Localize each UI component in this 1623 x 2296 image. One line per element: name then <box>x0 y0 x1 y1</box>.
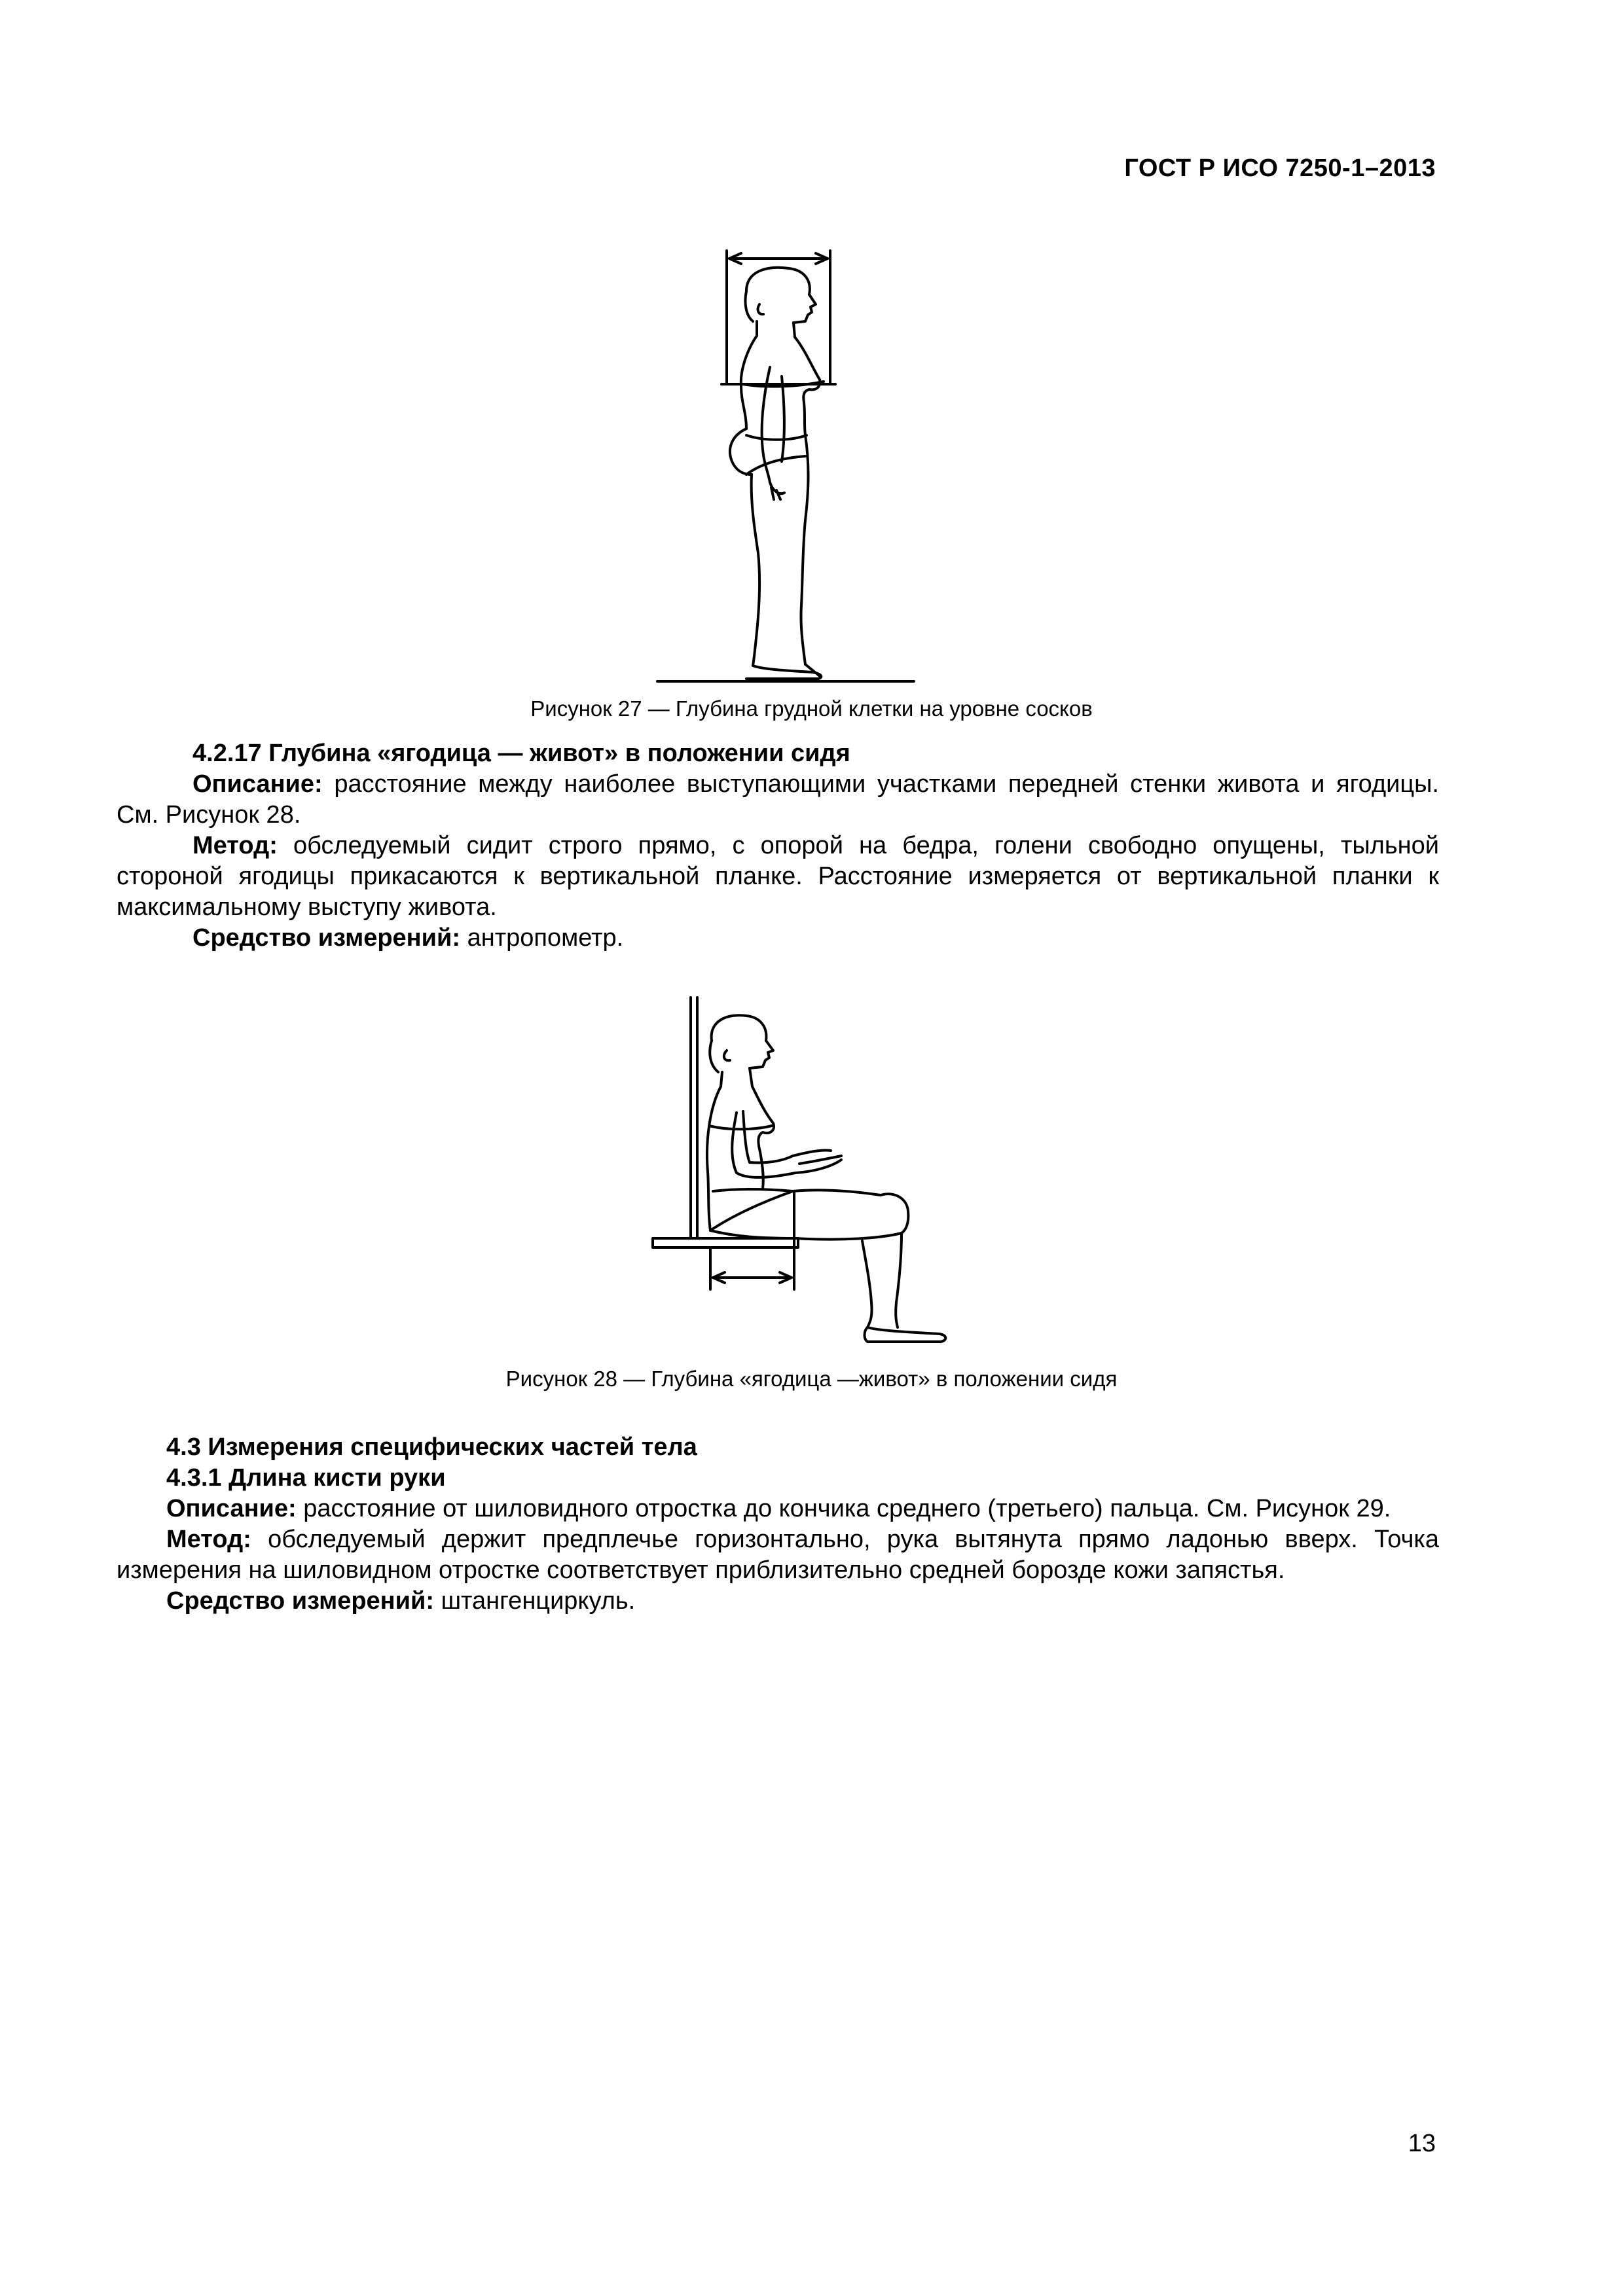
tool-text: штангенциркуль. <box>434 1587 636 1615</box>
method-text: обследуемый сидит строго прямо, с опорой на бедра, голени свободно опущены, тыльной стороной ягодицы прикасаются к вертикальной планке. Расстояние измеряется от вертикальной планки к максимальному выступу живота. <box>117 832 1439 921</box>
method-label: Метод: <box>192 832 278 859</box>
method-paragraph <box>117 1524 1439 1586</box>
section-4-3 <box>117 1432 1439 1617</box>
description-paragraph <box>117 1494 1439 1524</box>
standing-figure-drawing <box>648 239 923 684</box>
description-paragraph <box>117 769 1439 831</box>
section-4-2-17 <box>117 738 1439 954</box>
figure-27-illustration <box>648 239 923 684</box>
figure-28-caption: Рисунок 28 — Глубина «ягодица —живот» в положении сидя <box>505 1367 1118 1391</box>
tool-paragraph <box>117 1586 1439 1617</box>
document-header: ГОСТ Р ИСО 7250-1–2013 <box>1124 154 1436 182</box>
seat-plank <box>653 1238 798 1247</box>
description-label: Описание: <box>192 770 323 798</box>
section-heading: 4.2.17 Глубина «ягодица — живот» в положении сидя <box>192 740 850 767</box>
tool-label: Средство измерений: <box>166 1587 435 1615</box>
figure-28-illustration <box>645 995 985 1348</box>
seated-figure-drawing <box>645 995 985 1348</box>
page-number: 13 <box>1408 2130 1436 2157</box>
tool-label: Средство измерений: <box>192 924 461 952</box>
subsection-heading: 4.3.1 Длина кисти руки <box>166 1464 446 1492</box>
section-heading: 4.3 Измерения специфических частей тела <box>166 1433 697 1461</box>
description-label: Описание: <box>166 1495 297 1522</box>
tool-text: антропометр. <box>460 924 624 952</box>
figure-27-caption: Рисунок 27 — Глубина грудной клетки на уровне сосков <box>530 696 1093 721</box>
method-text: обследуемый держит предплечье горизонтально, рука вытянута прямо ладонью вверх. Точка измерения на шиловидном отростке соответствует приблизительно средней борозде кожи запястья. <box>117 1526 1439 1584</box>
method-label: Метод: <box>166 1526 251 1553</box>
tool-paragraph <box>117 923 1439 954</box>
description-text: расстояние от шиловидного отростка до кончика среднего (третьего) пальца. См. Рисунок 29. <box>296 1495 1391 1522</box>
description-text: расстояние между наиболее выступающими участками передней стенки живота и ягодицы. См. Рисунок 28. <box>117 770 1439 829</box>
method-paragraph <box>117 831 1439 923</box>
